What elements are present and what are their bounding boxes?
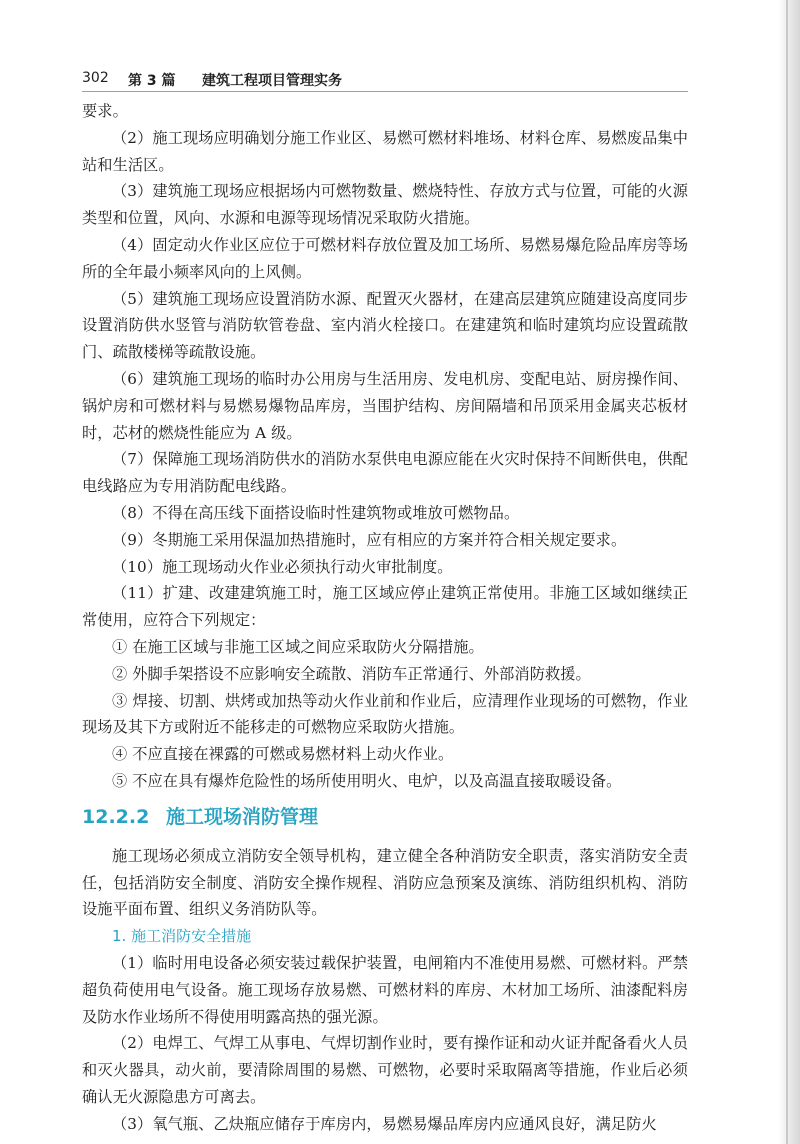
list-item: ⑤ 不应在具有爆炸危险性的场所使用明火、电炉，以及高温直接取暖设备。 — [112, 771, 622, 790]
section-intro: 施工现场必须成立消防安全领导机构，建立健全各种消防安全职责，落实消防安全责任，包括消防安全制度、消防安全操作规程、消防应急预案及演练、消防组织机构、消防设施平面布置、组织义务消防队等。 — [82, 846, 688, 919]
paragraph: （3）氧气瓶、乙炔瓶应储存于库房内，易燃易爆品库房内应通风良好，满足防火 — [112, 1114, 657, 1133]
paragraph: 要求。 — [82, 102, 128, 120]
list-item: ④ 不应直接在裸露的可燃或易燃材料上动火作业。 — [112, 745, 454, 764]
paragraph: （1）临时用电设备必须安装过载保护装置，电闸箱内不准使用易燃、可燃材料。严禁超负荷使用电气设备。施工现场存放易燃、可燃材料的库房、木材加工场所、油漆配料房及防水作业场所不得使用明露高热的强光源。 — [82, 953, 688, 1026]
section-heading — [82, 803, 688, 831]
paragraph: （8）不得在高压线下面搭设临时性建筑物或堆放可燃物品。 — [112, 503, 520, 522]
part-label: 第 3 篇 — [128, 73, 176, 89]
paragraph: （6）建筑施工现场的临时办公用房与生活用房、发电机房、变配电站、厨房操作间、锅炉房和可燃材料与易燃易爆物品库房，当围护结构、房间隔墙和吊顶采用金属夹芯板材时，芯材的燃烧性能应为 A 级。 — [82, 369, 688, 442]
paragraph: （7）保障施工现场消防供水的消防水泵供电电源应能在火灾时保持不间断供电，供配电线路应为专用消防配电线路。 — [82, 450, 688, 496]
paragraph: （11）扩建、改建建筑施工时，施工区域应停止建筑正常使用。非施工区域如继续正常使用，应符合下列规定： — [82, 584, 688, 630]
paragraph: （5）建筑施工现场应设置消防水源、配置灭火器材，在建高层建筑应随建设高度同步设置消防供水竖管与消防软管卷盘、室内消火栓接口。在建建筑和临时建筑均应设置疏散门、疏散楼梯等疏散设施。 — [82, 289, 688, 362]
list-item: ③ 焊接、切割、烘烤或加热等动火作业前和作业后，应清理作业现场的可燃物，作业现场及其下方或附近不能移走的可燃物应采取防火措施。 — [82, 691, 688, 737]
chapter-title: 建筑工程项目管理实务 — [202, 73, 342, 89]
subheading: 1. 施工消防安全措施 — [112, 927, 252, 946]
page-number: 302 — [82, 70, 109, 86]
paragraph: （10）施工现场动火作业必须执行动火审批制度。 — [112, 557, 453, 576]
page-edge-shadow — [778, 0, 800, 1144]
page-header — [82, 64, 688, 94]
page-body — [82, 98, 688, 1137]
paragraph: （2）电焊工、气焊工从事电、气焊切割作业时，要有操作证和动火证并配备看火人员和灭火器具，动火前，要清除周围的易燃、可燃物，必要时采取隔离等措施，作业后必须确认无火源隐患方可离去。 — [82, 1034, 688, 1106]
paragraph: （4）固定动火作业区应位于可燃材料存放位置及加工场所、易燃易爆危险品库房等场所的全年最小频率风向的上风侧。 — [82, 235, 688, 281]
paragraph: （9）冬期施工采用保温加热措施时，应有相应的方案并符合相关规定要求。 — [112, 530, 627, 549]
list-item: ① 在施工区域与非施工区域之间应采取防火分隔措施。 — [112, 637, 484, 656]
paragraph: （3）建筑施工现场应根据场内可燃物数量、燃烧特性、存放方式与位置，可能的火源类型和位置，风向、水源和电源等现场情况采取防火措施。 — [82, 182, 688, 228]
header-rule — [82, 91, 688, 92]
page-edge-line — [786, 0, 788, 1144]
list-item: ② 外脚手架搭设不应影响安全疏散、消防车正常通行、外部消防救援。 — [112, 664, 591, 683]
section-title: 施工现场消防管理 — [166, 805, 319, 828]
paragraph: （2）施工现场应明确划分施工作业区、易燃可燃材料堆场、材料仓库、易燃废品集中站和生活区。 — [82, 128, 688, 174]
section-number: 12.2.2 — [82, 805, 150, 828]
